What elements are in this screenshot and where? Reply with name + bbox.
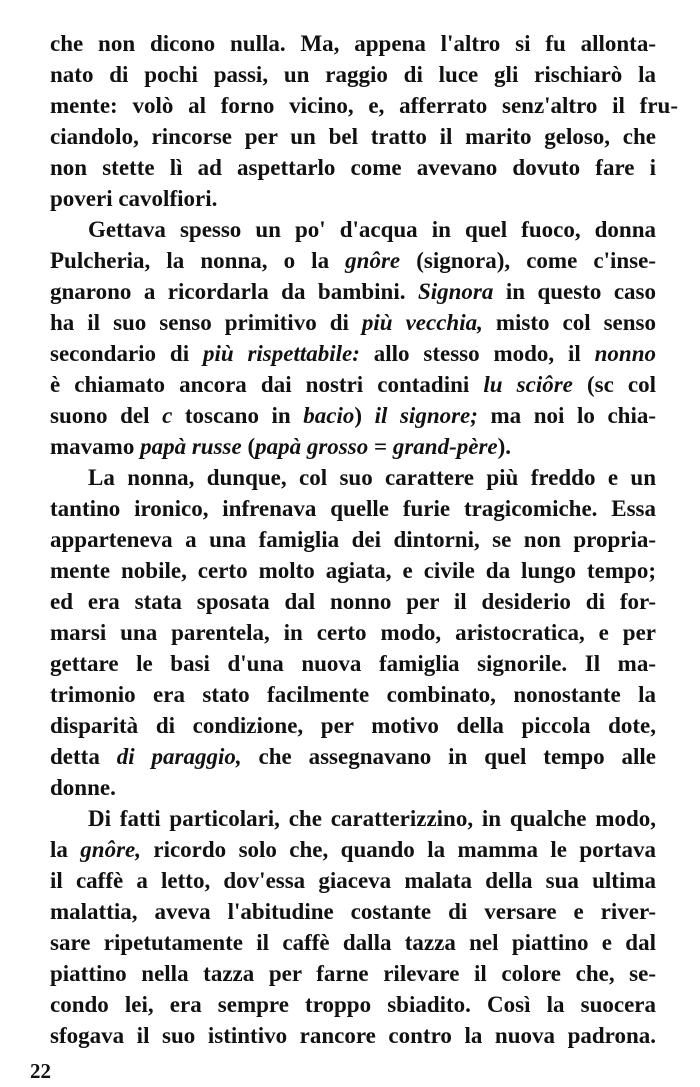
text-line: ha il suo senso primitivo di più vecchia, misto col senso — [50, 310, 656, 335]
text-line: donne. — [50, 775, 116, 800]
text-line: il caffè a letto, dov'essa giaceva malata della sua ultima — [50, 868, 656, 893]
text-line: sfogava il suo istintivo rancore contro la nuova padrona. — [50, 1023, 656, 1048]
text-line: non stette lì ad aspettarlo come avevano dovuto fare i — [50, 155, 656, 180]
text-line: apparteneva a una famiglia dei dintorni, se non propria- — [50, 527, 656, 552]
text-line: ed era stata sposata dal nonno per il desiderio di for- — [50, 589, 656, 614]
text-line: gnarono a ricordarla da bambini. Signora in questo caso — [50, 279, 656, 304]
text-line: tantino ironico, infrenava quelle furie tragicomiche. Essa — [50, 496, 656, 521]
page-number: 22 — [30, 1059, 51, 1083]
text-line: mente nobile, certo molto agiata, e civile da lungo tempo; — [50, 558, 656, 583]
text-line: che non dicono nulla. Ma, appena l'altro si fu allonta- — [50, 31, 656, 56]
text-line: detta di paraggio, che assegnavano in quel tempo alle — [50, 744, 656, 769]
text-line: condo lei, era sempre troppo sbiadito. Così la suocera — [50, 992, 656, 1017]
text-line: mente: volò al forno vicino, e, afferrato senz'altro il fru- — [50, 93, 678, 118]
text-line: trimonio era stato facilmente combinato, nonostante la — [50, 682, 656, 707]
text-line: è chiamato ancora dai nostri contadini lu sciôre (sc col — [50, 372, 656, 397]
text-line: Gettava spesso un po' d'acqua in quel fuoco, donna — [88, 217, 656, 242]
text-line: la gnôre, ricordo solo che, quando la mamma le portava — [50, 837, 656, 862]
text-line: suono del c toscano in bacio) il signore; ma noi lo chia- — [50, 403, 656, 428]
text-line: Pulcheria, la nonna, o la gnôre (signora), come c'inse- — [50, 248, 656, 273]
text-line: marsi una parentela, in certo modo, aristocratica, e per — [50, 620, 656, 645]
text-line: mavamo papà russe (papà grosso = grand-père). — [50, 434, 512, 459]
text-line: poveri cavolfiori. — [50, 186, 218, 211]
text-line: disparità di condizione, per motivo della piccola dote, — [50, 713, 656, 738]
text-line: sare ripetutamente il caffè dalla tazza nel piattino e dal — [50, 930, 656, 955]
text-line: piattino nella tazza per farne rilevare il colore che, se- — [50, 961, 656, 986]
text-line: Di fatti particolari, che caratterizzino, in qualche modo, — [88, 806, 656, 831]
text-line: secondario di più rispettabile: allo stesso modo, il nonno — [50, 341, 657, 366]
text-line: malattia, aveva l'abitudine costante di versare e river- — [50, 899, 656, 924]
text-line: nato di pochi passi, un raggio di luce gli rischiarò la — [50, 62, 656, 87]
text-line: La nonna, dunque, col suo carattere più freddo e un — [88, 465, 656, 490]
text-line: gettare le basi d'una nuova famiglia signorile. Il ma- — [50, 651, 656, 676]
text-line: ciandolo, rincorse per un bel tratto il marito geloso, che — [50, 124, 656, 149]
